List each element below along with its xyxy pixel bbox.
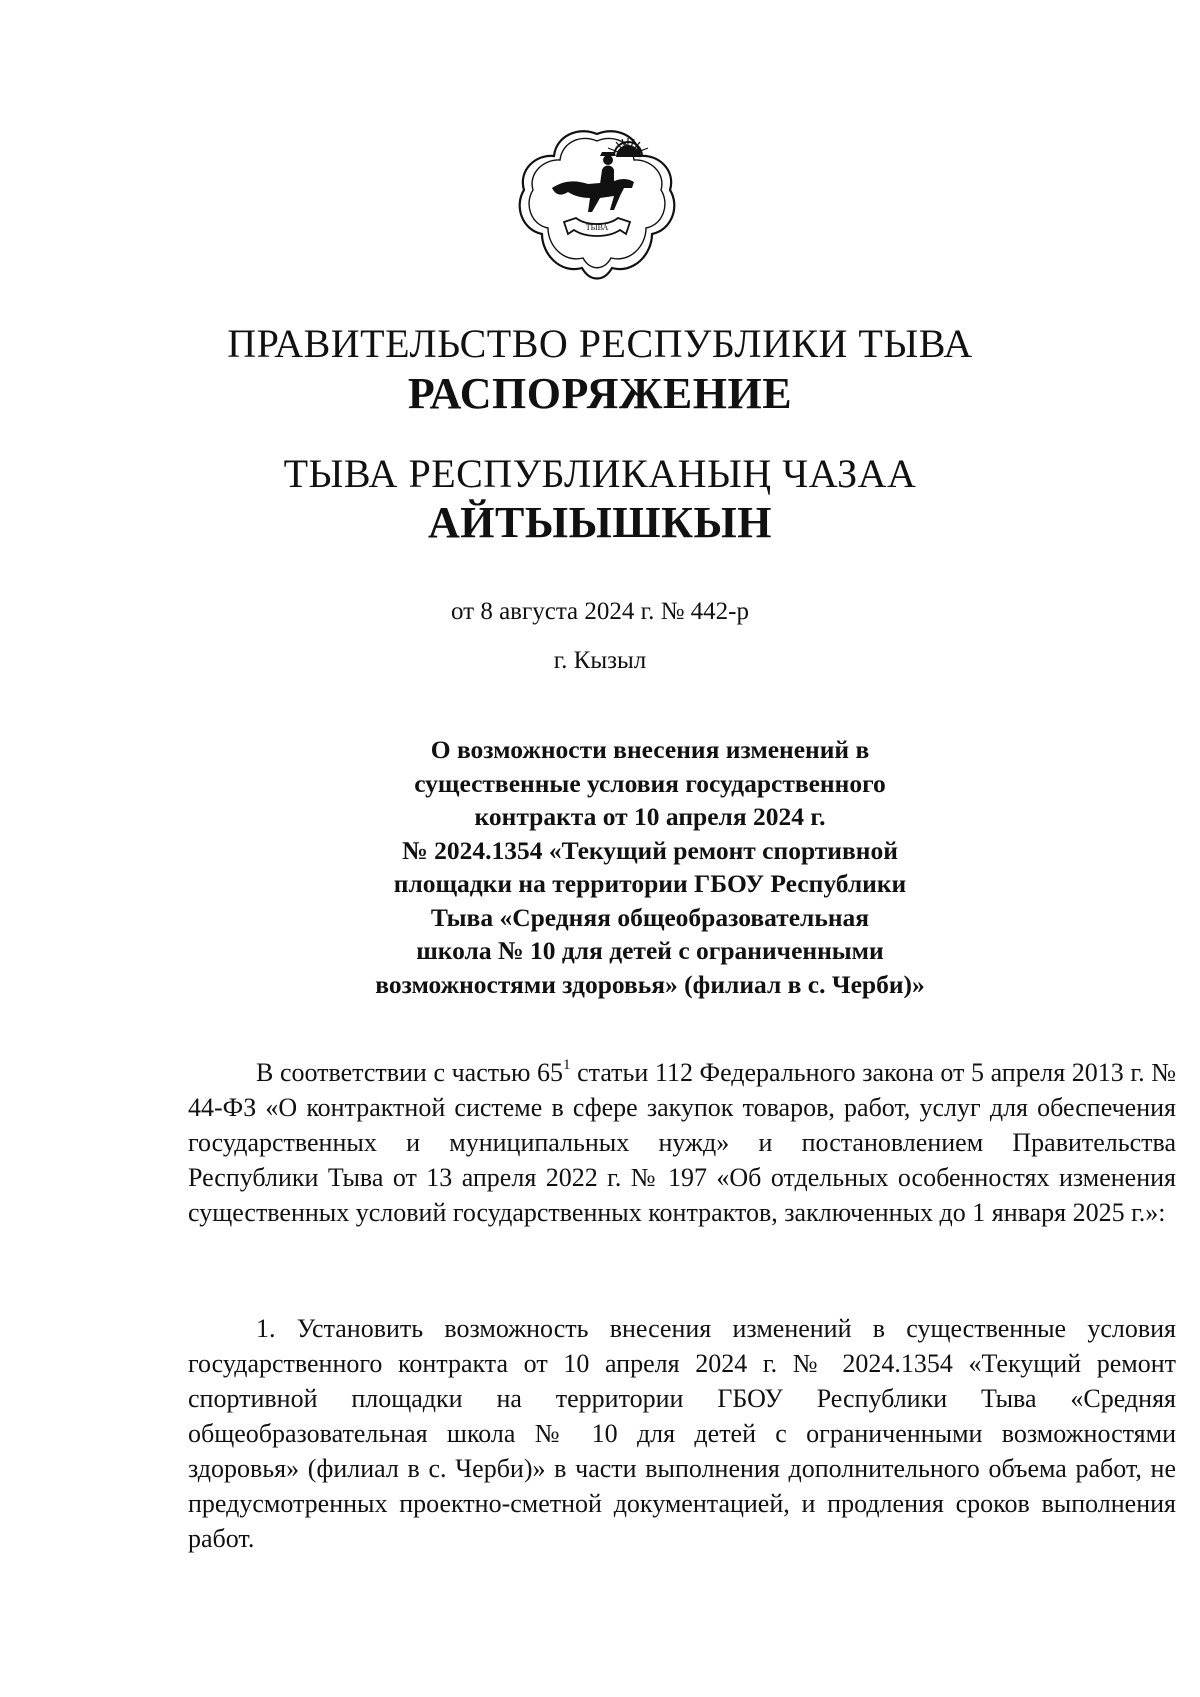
subject-line: площадки на территории ГБОУ Республики xyxy=(393,869,907,898)
subject-line: возможностями здоровья» (филиал в с. Черби)» xyxy=(375,969,925,999)
preamble-paragraph xyxy=(188,1055,1176,1230)
document-type-tyv: АЙТЫЫШКЫН xyxy=(428,498,772,547)
subject-line: № 2024.1354 «Текущий ремонт спортивной xyxy=(402,835,898,865)
subject-line: Тыва «Средняя общеобразовательная xyxy=(430,902,870,932)
document-type-ru: РАСПОРЯЖЕНИЕ xyxy=(407,369,793,418)
item-1-paragraph: 1. Установить возможность внесения изменений в существенные условия государственного контракта от 10 апреля 2024 г. № 2024.1354 «Текущий ремонт спортивной площадки на территории ГБОУ Республики Тыва «Средняя общеобразовательная школа № 10 для детей с ограниченными возможностями здоровья» (филиал в с. Черби)» в части выполнения дополнительного объема работ, не предусмотренных проектно-сметной документацией, и продления сроков выполнения работ. xyxy=(188,1314,1176,1553)
subject-line: контракта от 10 апреля 2024 г. xyxy=(474,802,826,831)
subject-line: существенные условия государственного xyxy=(414,768,886,798)
preamble-text-end: статьи 112 Федерального закона от 5 апреля 2013 г. № 44-ФЗ «О контрактной системе в сфере закупок товаров, работ, услуг для обеспечения государственных и муниципальных нужд» и постановлением Правительства Республики Тыва от 13 апреля 2022 г. № 197 «Об отдельных особенностях изменения существенных условий государственных контрактов, заключенных до 1 января 2025 г.»: xyxy=(188,1058,1177,1227)
subject-line: О возможности внесения изменений в xyxy=(430,735,870,764)
document-subject xyxy=(335,733,965,1001)
tuva-emblem xyxy=(516,126,678,282)
city-line: г. Кызыл xyxy=(553,647,647,674)
preamble-text-start: В соответствии с частью 65 xyxy=(256,1058,563,1087)
organization-title-ru: ПРАВИТЕЛЬСТВО РЕСПУБЛИКИ ТЫВА xyxy=(227,321,973,366)
emblem-ribbon-text: ТЫВА xyxy=(585,223,609,232)
preamble-superscript: 1 xyxy=(563,1057,571,1074)
date-number-line: от 8 августа 2024 г. № 442-р xyxy=(450,598,750,625)
subject-line: школа № 10 для детей с ограниченными xyxy=(416,936,884,965)
organization-title-tyv: ТЫВА РЕСПУБЛИКАНЫҢ ЧАЗАА xyxy=(283,451,917,496)
